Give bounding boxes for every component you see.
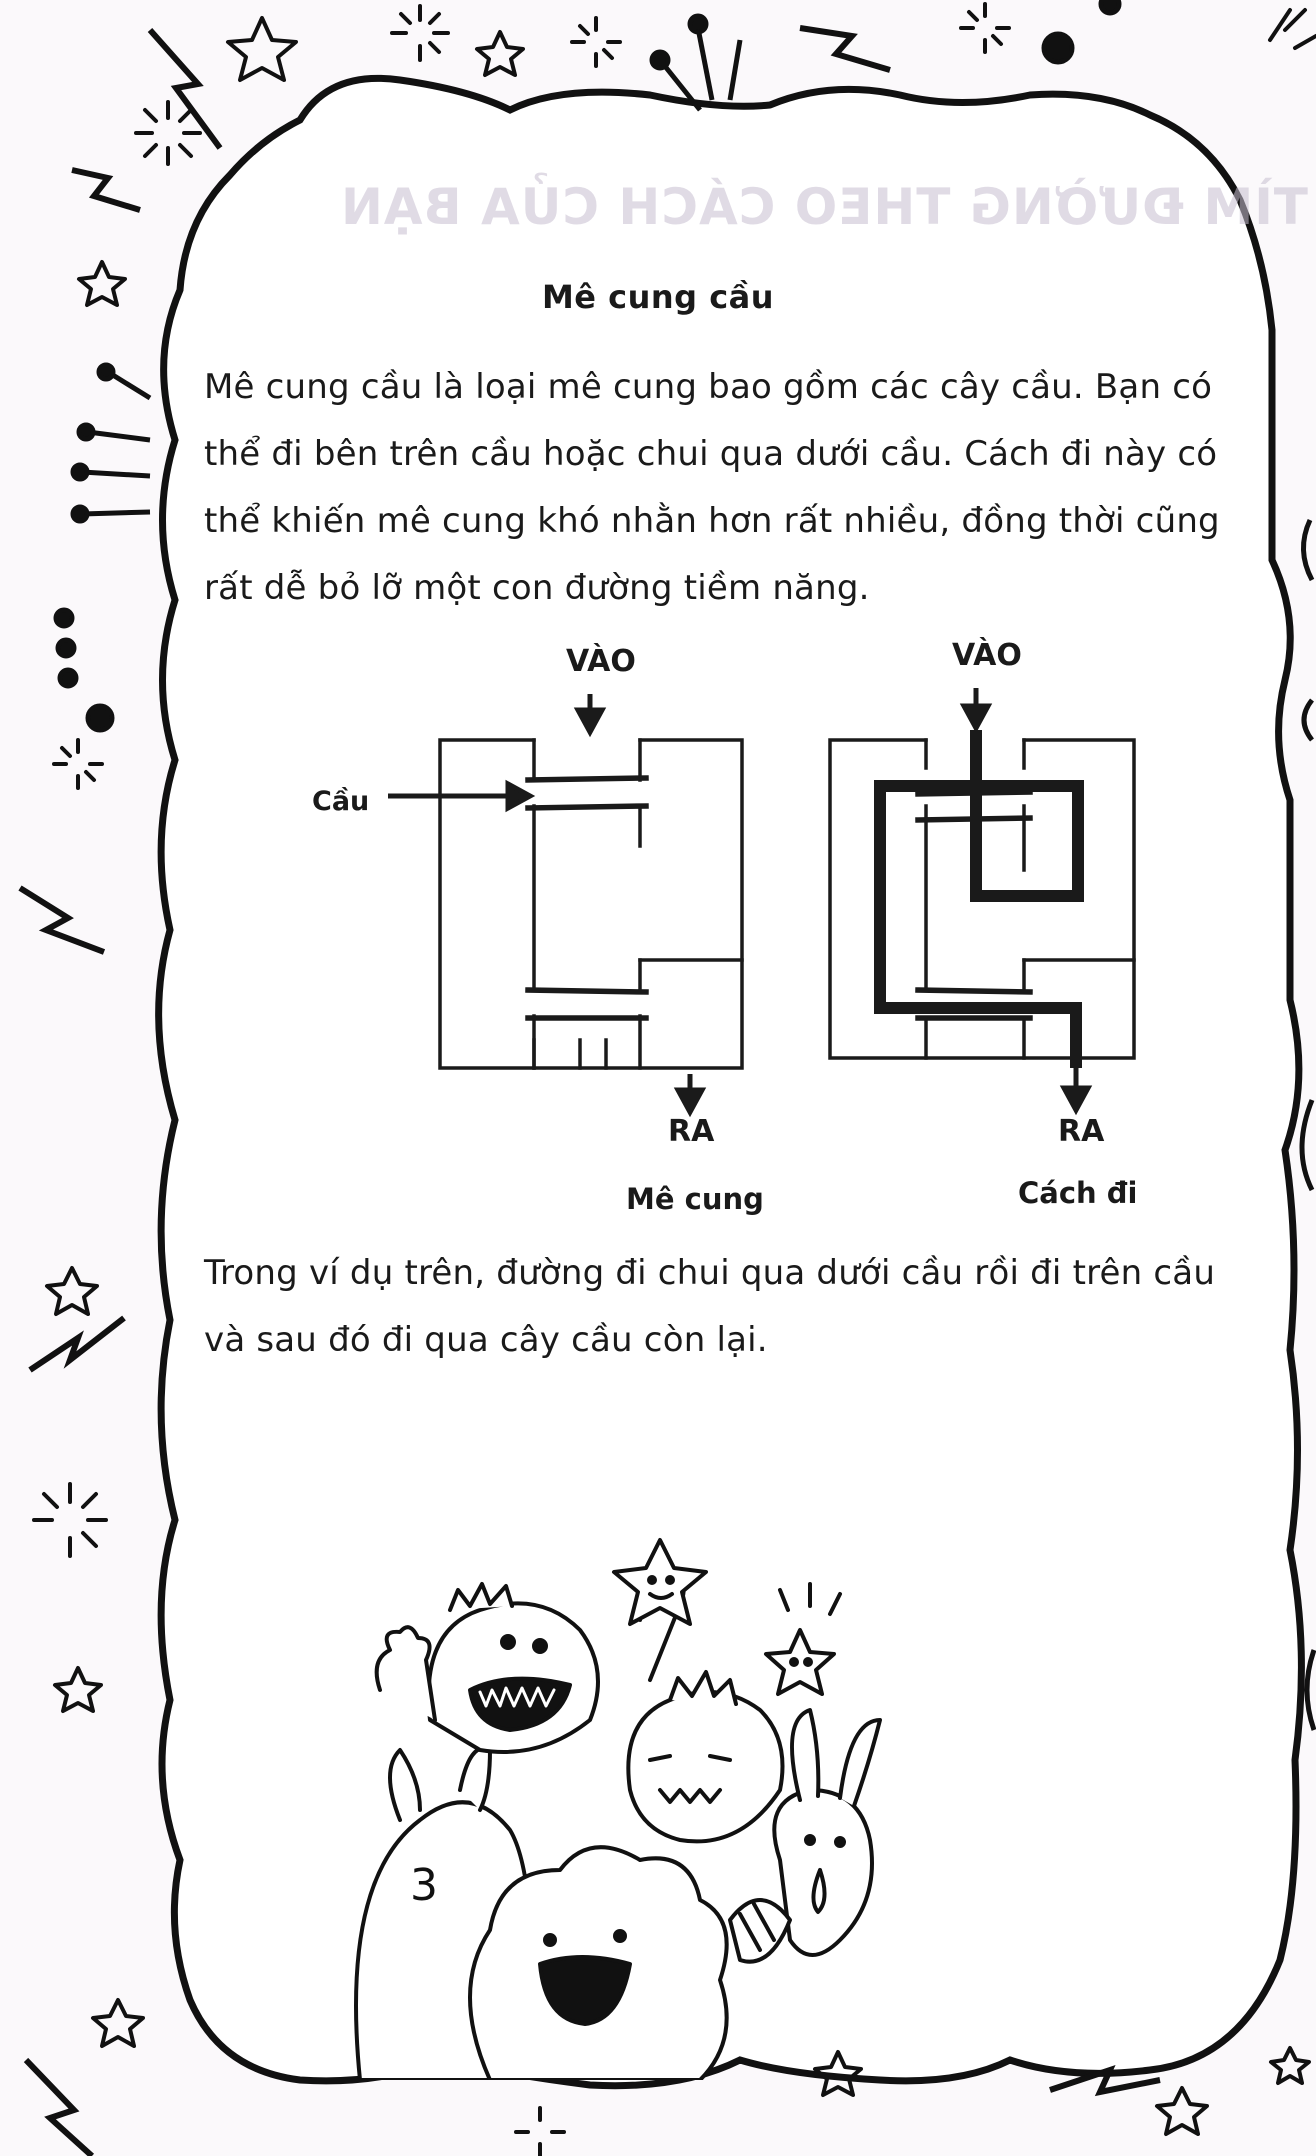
bridge-label: Cầu <box>312 786 370 817</box>
exit-arrow-right <box>1064 1068 1088 1110</box>
page-title: Mê cung cầu <box>541 278 775 316</box>
caption-solution: Cách đi <box>1018 1176 1138 1210</box>
bridges-left <box>528 778 646 1018</box>
intro-paragraph: Mê cung cầu là loại mê cung bao gồm các cây cầu. Bạn có thể đi bên trên cầu hoặc chui qua dưới cầu. Cách đi này có thể khiến mê cung khó nhằn hơn rất nhiều, đồng thời cũng rất dễ bỏ lỡ một con đường tiềm năng. <box>204 367 1220 608</box>
entry-arrow-left <box>578 694 602 732</box>
exit-label-left: RA <box>668 1114 715 1149</box>
monster-illustration <box>340 1520 940 2080</box>
bridge-pointer-arrow <box>388 784 530 808</box>
svg-text:3: 3 <box>410 1860 438 1911</box>
solution-path <box>880 736 1078 1062</box>
caption-maze: Mê cung <box>626 1182 764 1216</box>
entry-arrow-right <box>964 688 988 728</box>
show-through-heading: TÌM ĐƯỜNG THEO CÁCH CỦA BẠN <box>340 178 1308 236</box>
entry-label-right: VÀO <box>952 638 1022 673</box>
exit-label-right: RA <box>1058 1114 1105 1149</box>
exit-arrow-left <box>678 1074 702 1112</box>
entry-label-left: VÀO <box>566 644 636 679</box>
example-paragraph: Trong ví dụ trên, đường đi chui qua dưới cầu rồi đi trên cầu và sau đó đi qua cây cầu còn lại. <box>204 1253 1216 1360</box>
